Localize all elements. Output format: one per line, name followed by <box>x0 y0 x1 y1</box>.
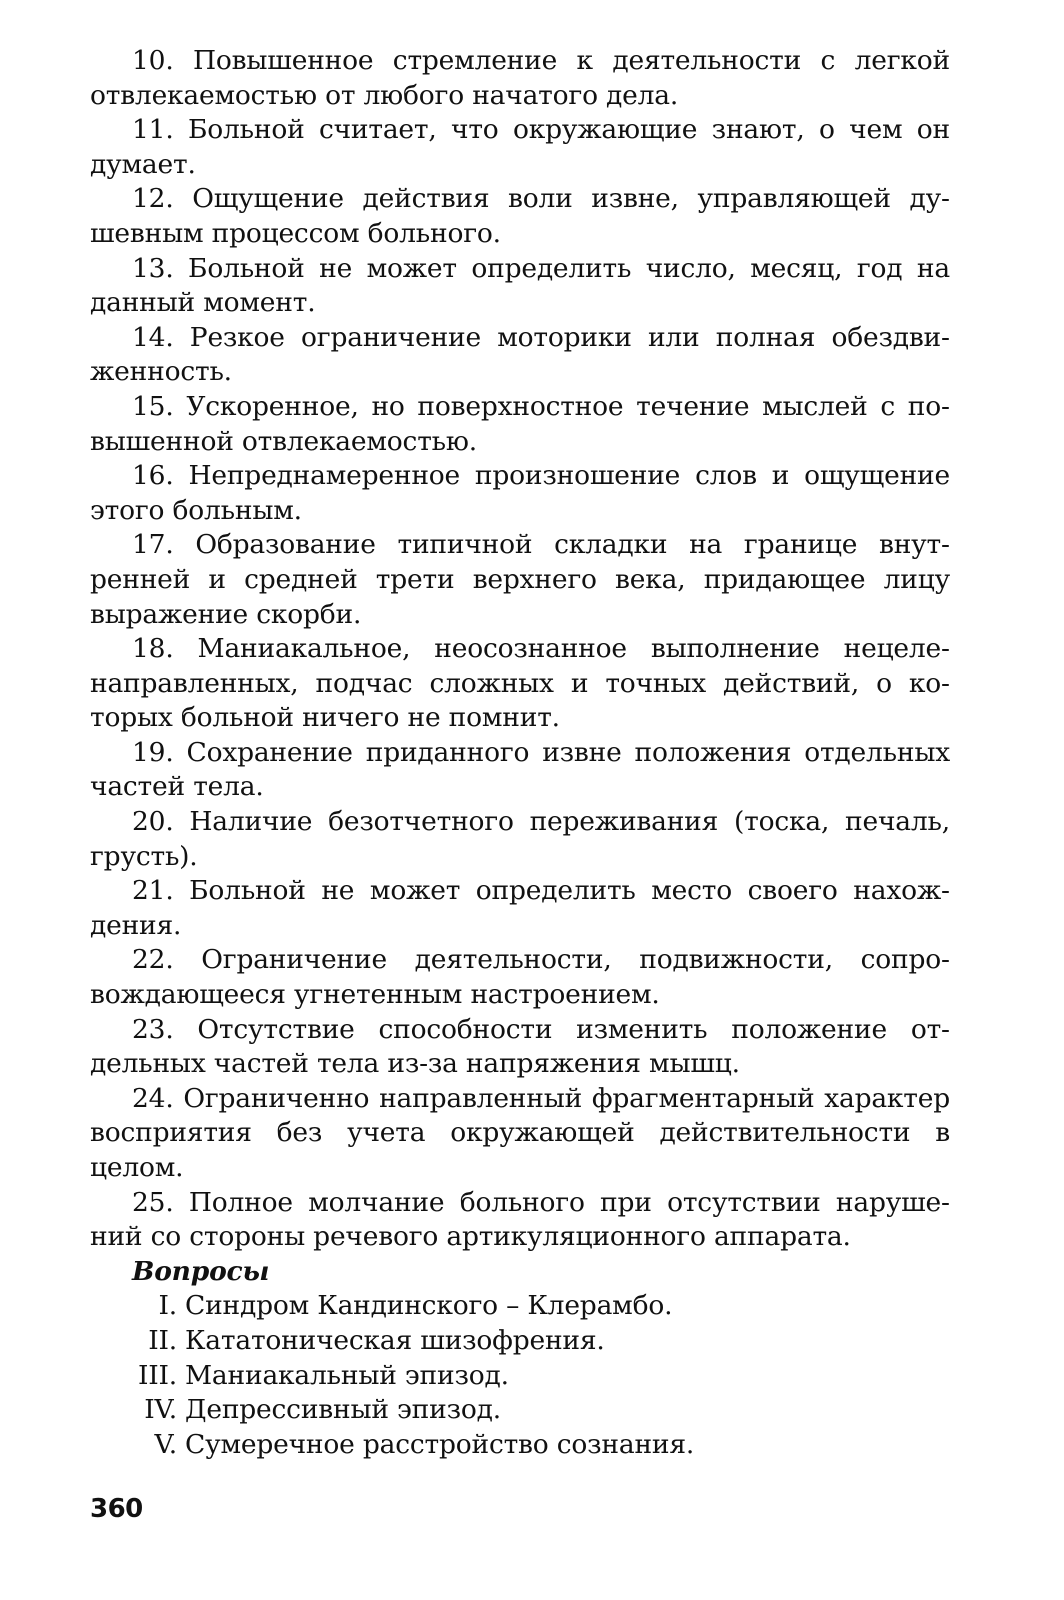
question-text: Маниакальный эпизод. <box>185 1359 509 1391</box>
list-item: 17. Образование типичной складки на границе внутренней и средней трети верхнего века, придающее лицу выражение скорби. <box>90 529 950 630</box>
questions-list <box>90 1289 950 1462</box>
question-text: Кататоническая шизофрения. <box>185 1324 605 1356</box>
questions-heading: Вопросы <box>132 1255 270 1287</box>
list-item: 13. Больной не может определить число, месяц, год на данный момент. <box>90 252 950 319</box>
question-text: Сумеречное расстройство сознания. <box>185 1428 695 1460</box>
list-item: 15. Ускоренное, но поверхностное течение мыслей с повышенной отвлекаемостью. <box>90 390 950 457</box>
list-item: 23. Отсутствие способности изменить положение отдельных частей тела из-за напряжения мышц. <box>90 1013 950 1080</box>
list-item: 24. Ограниченно направленный фрагментарный характер восприятия без учета окружающей действительности в целом. <box>90 1082 950 1183</box>
list-item: 11. Больной считает, что окружающие знают, о чем он думает. <box>90 114 950 180</box>
question-item <box>90 1428 950 1463</box>
question-number: V. <box>154 1428 177 1460</box>
question-number: IV. <box>144 1394 177 1426</box>
question-item <box>90 1359 950 1394</box>
list-item: 22. Ограничение деятельности, подвижности, сопровождающееся угнетенным настроением. <box>90 944 950 1011</box>
question-item <box>90 1324 950 1359</box>
page-content <box>90 44 950 1462</box>
list-item: 12. Ощущение действия воли извне, управляющей душевным процессом больного. <box>90 183 950 249</box>
question-text: Депрессивный эпизод. <box>185 1394 501 1426</box>
question-item <box>90 1289 950 1324</box>
list-item: 20. Наличие безотчетного переживания (тоска, печаль, грусть). <box>90 806 950 872</box>
list-item: 19. Сохранение приданного извне положения отдельных частей тела. <box>90 736 950 803</box>
question-number: III. <box>137 1359 177 1391</box>
items-list <box>90 44 950 1255</box>
list-item: 25. Полное молчание больного при отсутствии нарушений со стороны речевого артикуляционного аппарата. <box>90 1186 950 1253</box>
list-item: 18. Маниакальное, неосознанное выполнение нецеленаправленных, подчас сложных и точных действий, о которых больной ничего не помнит. <box>90 633 950 734</box>
question-number: I. <box>158 1290 177 1322</box>
page-number: 360 <box>90 1494 143 1524</box>
question-number: II. <box>148 1324 177 1356</box>
list-item: 10. Повышенное стремление к деятельности с легкой отвлекаемостью от любого начатого дела. <box>90 45 950 111</box>
list-item: 14. Резкое ограничение моторики или полная обездвиженность. <box>90 321 950 388</box>
list-item: 21. Больной не может определить место своего нахождения. <box>90 875 950 941</box>
question-text: Синдром Кандинского – Клерамбо. <box>185 1290 673 1322</box>
question-item <box>90 1393 950 1428</box>
list-item: 16. Непреднамеренное произношение слов и ощущение этого больным. <box>90 460 950 526</box>
